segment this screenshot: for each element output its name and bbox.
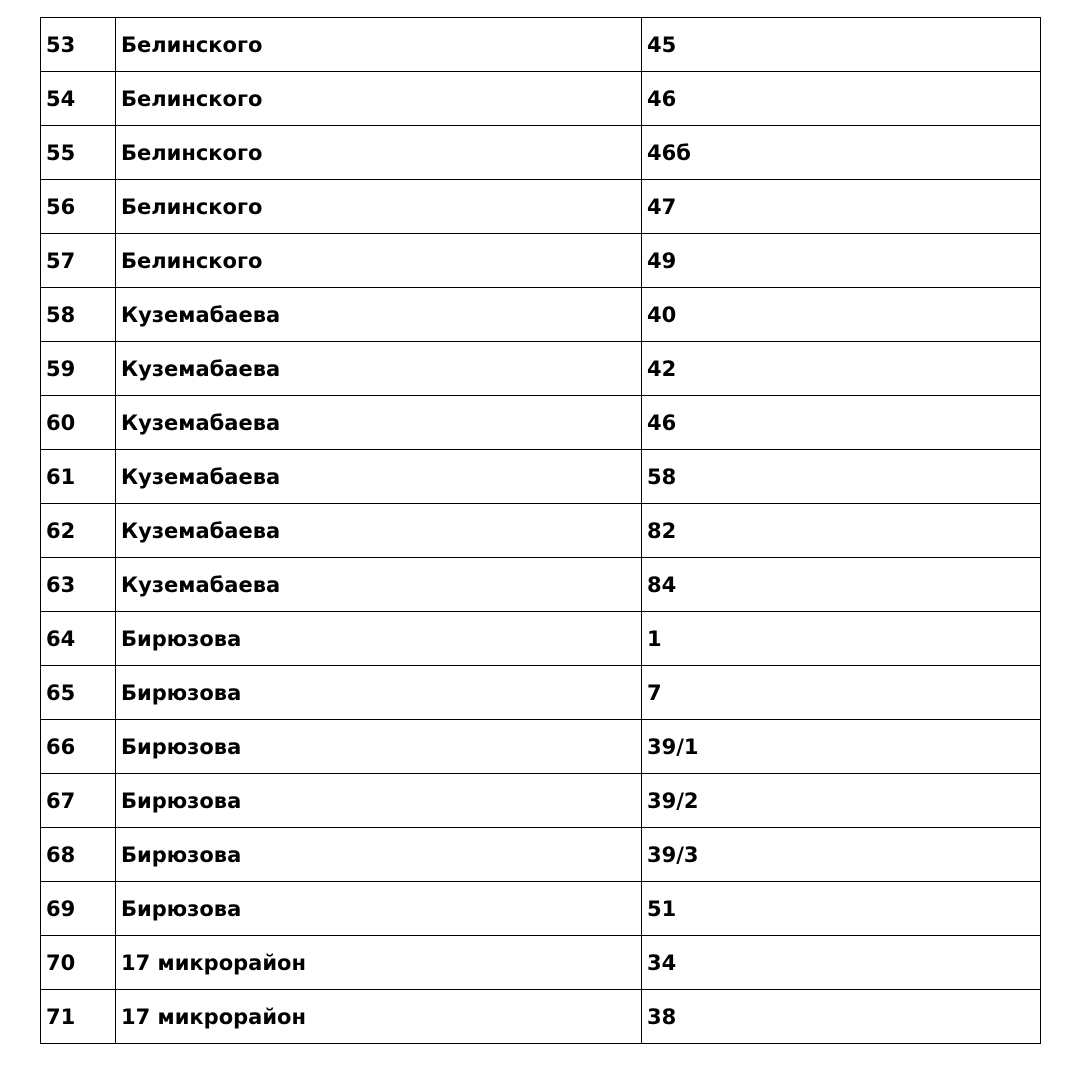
table-row xyxy=(41,234,1041,288)
row-number-cell: 63 xyxy=(41,558,116,612)
table-row xyxy=(41,936,1041,990)
house-number-cell: 46б xyxy=(642,126,1041,180)
house-number-cell: 39/1 xyxy=(642,720,1041,774)
street-cell: Бирюзова xyxy=(116,720,642,774)
table-row xyxy=(41,72,1041,126)
house-number-cell: 47 xyxy=(642,180,1041,234)
house-number-cell: 58 xyxy=(642,450,1041,504)
row-number-cell: 64 xyxy=(41,612,116,666)
street-cell: Бирюзова xyxy=(116,828,642,882)
table-row xyxy=(41,720,1041,774)
house-number-cell: 7 xyxy=(642,666,1041,720)
house-number-cell: 82 xyxy=(642,504,1041,558)
street-cell: Куземабаева xyxy=(116,396,642,450)
row-number-cell: 59 xyxy=(41,342,116,396)
table-row xyxy=(41,288,1041,342)
house-number-cell: 84 xyxy=(642,558,1041,612)
row-number-cell: 60 xyxy=(41,396,116,450)
street-cell: Белинского xyxy=(116,180,642,234)
row-number-cell: 58 xyxy=(41,288,116,342)
house-number-cell: 39/3 xyxy=(642,828,1041,882)
table-row xyxy=(41,180,1041,234)
address-table-container xyxy=(40,17,1040,1044)
street-cell: Куземабаева xyxy=(116,342,642,396)
table-row xyxy=(41,558,1041,612)
table-row xyxy=(41,396,1041,450)
street-cell: Бирюзова xyxy=(116,612,642,666)
house-number-cell: 39/2 xyxy=(642,774,1041,828)
street-cell: Бирюзова xyxy=(116,666,642,720)
row-number-cell: 66 xyxy=(41,720,116,774)
house-number-cell: 40 xyxy=(642,288,1041,342)
table-row xyxy=(41,612,1041,666)
row-number-cell: 69 xyxy=(41,882,116,936)
row-number-cell: 61 xyxy=(41,450,116,504)
row-number-cell: 68 xyxy=(41,828,116,882)
row-number-cell: 54 xyxy=(41,72,116,126)
house-number-cell: 38 xyxy=(642,990,1041,1044)
street-cell: Белинского xyxy=(116,126,642,180)
row-number-cell: 57 xyxy=(41,234,116,288)
row-number-cell: 70 xyxy=(41,936,116,990)
table-row xyxy=(41,882,1041,936)
house-number-cell: 1 xyxy=(642,612,1041,666)
house-number-cell: 34 xyxy=(642,936,1041,990)
house-number-cell: 51 xyxy=(642,882,1041,936)
table-row xyxy=(41,450,1041,504)
row-number-cell: 56 xyxy=(41,180,116,234)
street-cell: Куземабаева xyxy=(116,288,642,342)
table-row xyxy=(41,774,1041,828)
street-cell: 17 микрорайон xyxy=(116,936,642,990)
table-row xyxy=(41,342,1041,396)
row-number-cell: 53 xyxy=(41,18,116,72)
table-row xyxy=(41,990,1041,1044)
table-row xyxy=(41,18,1041,72)
row-number-cell: 62 xyxy=(41,504,116,558)
house-number-cell: 46 xyxy=(642,72,1041,126)
street-cell: Белинского xyxy=(116,72,642,126)
address-table xyxy=(40,17,1041,1044)
house-number-cell: 49 xyxy=(642,234,1041,288)
house-number-cell: 42 xyxy=(642,342,1041,396)
table-row xyxy=(41,666,1041,720)
table-row xyxy=(41,504,1041,558)
street-cell: Бирюзова xyxy=(116,882,642,936)
row-number-cell: 65 xyxy=(41,666,116,720)
street-cell: 17 микрорайон xyxy=(116,990,642,1044)
row-number-cell: 71 xyxy=(41,990,116,1044)
row-number-cell: 55 xyxy=(41,126,116,180)
house-number-cell: 46 xyxy=(642,396,1041,450)
street-cell: Белинского xyxy=(116,18,642,72)
street-cell: Куземабаева xyxy=(116,504,642,558)
street-cell: Бирюзова xyxy=(116,774,642,828)
address-table-body xyxy=(41,18,1041,1044)
table-row xyxy=(41,828,1041,882)
house-number-cell: 45 xyxy=(642,18,1041,72)
table-row xyxy=(41,126,1041,180)
street-cell: Куземабаева xyxy=(116,558,642,612)
row-number-cell: 67 xyxy=(41,774,116,828)
street-cell: Белинского xyxy=(116,234,642,288)
street-cell: Куземабаева xyxy=(116,450,642,504)
